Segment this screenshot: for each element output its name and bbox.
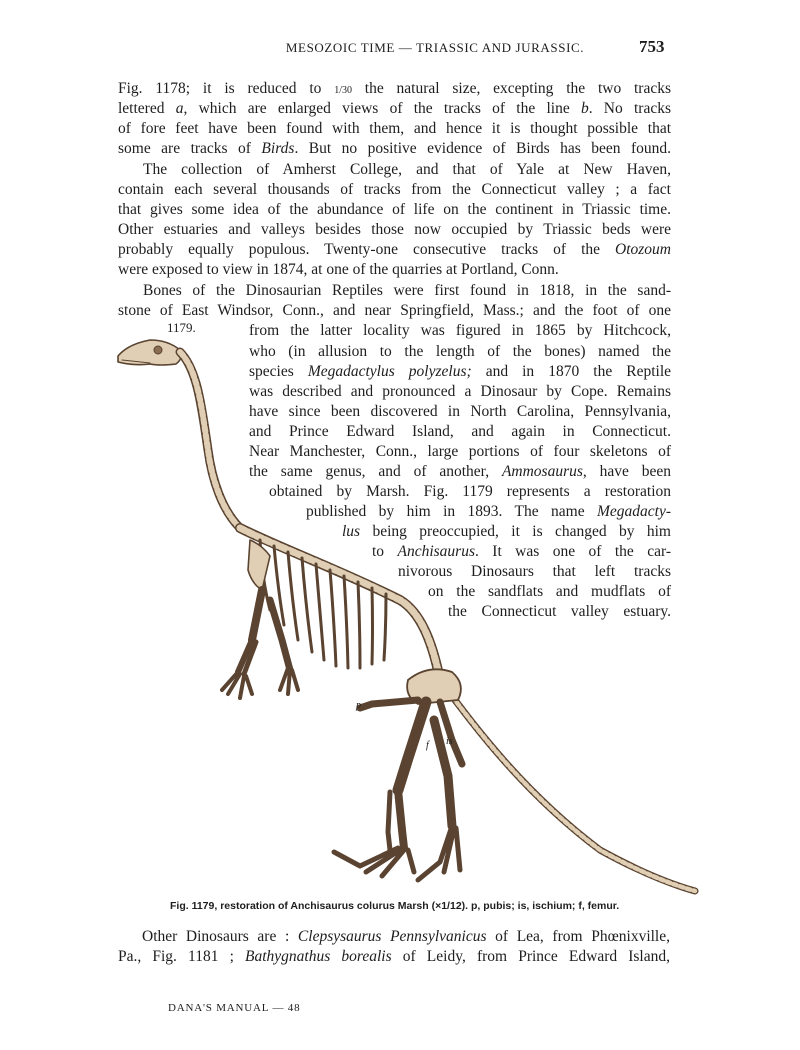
skull [118,340,181,365]
pubis [360,700,418,708]
page-number: 753 [639,37,665,56]
scapula [248,540,270,590]
text-line: from the latter locality was figured in 1865 by Hitchcock, [249,322,671,339]
femur [398,702,426,790]
text-line: The collection of Amherst College, and that of Yale at New Haven, [143,161,671,178]
text-line: lus being preoccupied, it is changed by him [342,523,671,540]
text-line: some are tracks of Birds. But no positive evidence of Birds has been found. [118,140,671,157]
text-line: Other Dinosaurs are : Clepsysaurus Pennsylvanicus of Lea, from Phœnixville, [142,928,670,945]
text-line: Bones of the Dinosaurian Reptiles were first found in 1818, in the sand- [143,282,671,299]
text-line: to Anchisaurus. It was one of the car- [372,543,671,560]
figure-caption: Fig. 1179, restoration of Anchisaurus colurus Marsh (×1/12). p, pubis; is, ischium; f, femur. [170,900,620,912]
text-line: lettered a, which are enlarged views of the tracks of the line b. No tracks [118,100,671,117]
running-head: MESOZOIC TIME — TRIASSIC AND JURASSIC. [285,40,585,55]
text-line: species Megadactylus polyzelus; and in 1870 the Reptile [249,363,672,380]
hind-foot [334,848,414,876]
text-line: was described and pronounced a Dinosaur by Cope. Remains [249,383,671,400]
ribs [260,540,386,668]
text-line: Near Manchester, Conn., large portions of four skeletons of [249,443,671,460]
text-line: Other estuaries and valleys besides those now occupied by Triassic beds were [118,221,671,238]
text-line: on the sandflats and mudflats of [428,583,671,600]
footer-signature: DANA'S MANUAL — 48 [168,1002,301,1014]
text-line: the same genus, and of another, Ammosaurus, have been [249,463,671,480]
fore-foot [222,672,252,698]
text-line: probably equally populous. Twenty-one consecutive tracks of the Otozoum [118,241,671,258]
text-line: Pa., Fig. 1181 ; Bathygnathus borealis of Leidy, from Prince Edward Island, [118,948,670,965]
skull-orbit [154,346,162,354]
text-line: were exposed to view in 1874, at one of the quarries at Portland, Conn. [118,261,559,278]
figure-number: 1179. [167,320,196,335]
text-line: who (in allusion to the length of the bones) named the [249,343,671,360]
text-line: obtained by Marsh. Fig. 1179 represents a restoration [269,483,671,500]
tibia [398,790,404,848]
text-line: stone of East Windsor, Conn., and near Springfield, Mass.; and the foot of one [118,302,671,319]
text-line: that gives some idea of the abundance of life on the continent in Triassic time. [118,201,671,218]
text-line: Fig. 1178; it is reduced to 1/30 the natural size, excepting the two tracks [118,80,672,97]
text-line: the Connecticut valley estuary. [448,603,671,620]
text-line: published by him in 1893. The name Megadacty- [306,503,671,520]
label-femur: f [426,740,429,751]
label-ischium: is [446,736,453,747]
text-line: of fore feet have been found with them, and hence it is thought possible that [118,120,671,137]
humerus [252,590,262,640]
label-pubis: p [356,700,361,711]
neck-vertebrae [180,352,240,528]
text-line: and Prince Edward Island, and again in Connecticut. [249,423,671,440]
text-line: contain each several thousands of tracks from the Connecticut valley ; a fact [118,181,671,198]
text-line: nivorous Dinosaurs that left tracks [398,563,671,580]
text-line: have since been discovered in North Carolina, Pennsylvania, [249,403,671,420]
tail-vertebrae [440,680,695,891]
